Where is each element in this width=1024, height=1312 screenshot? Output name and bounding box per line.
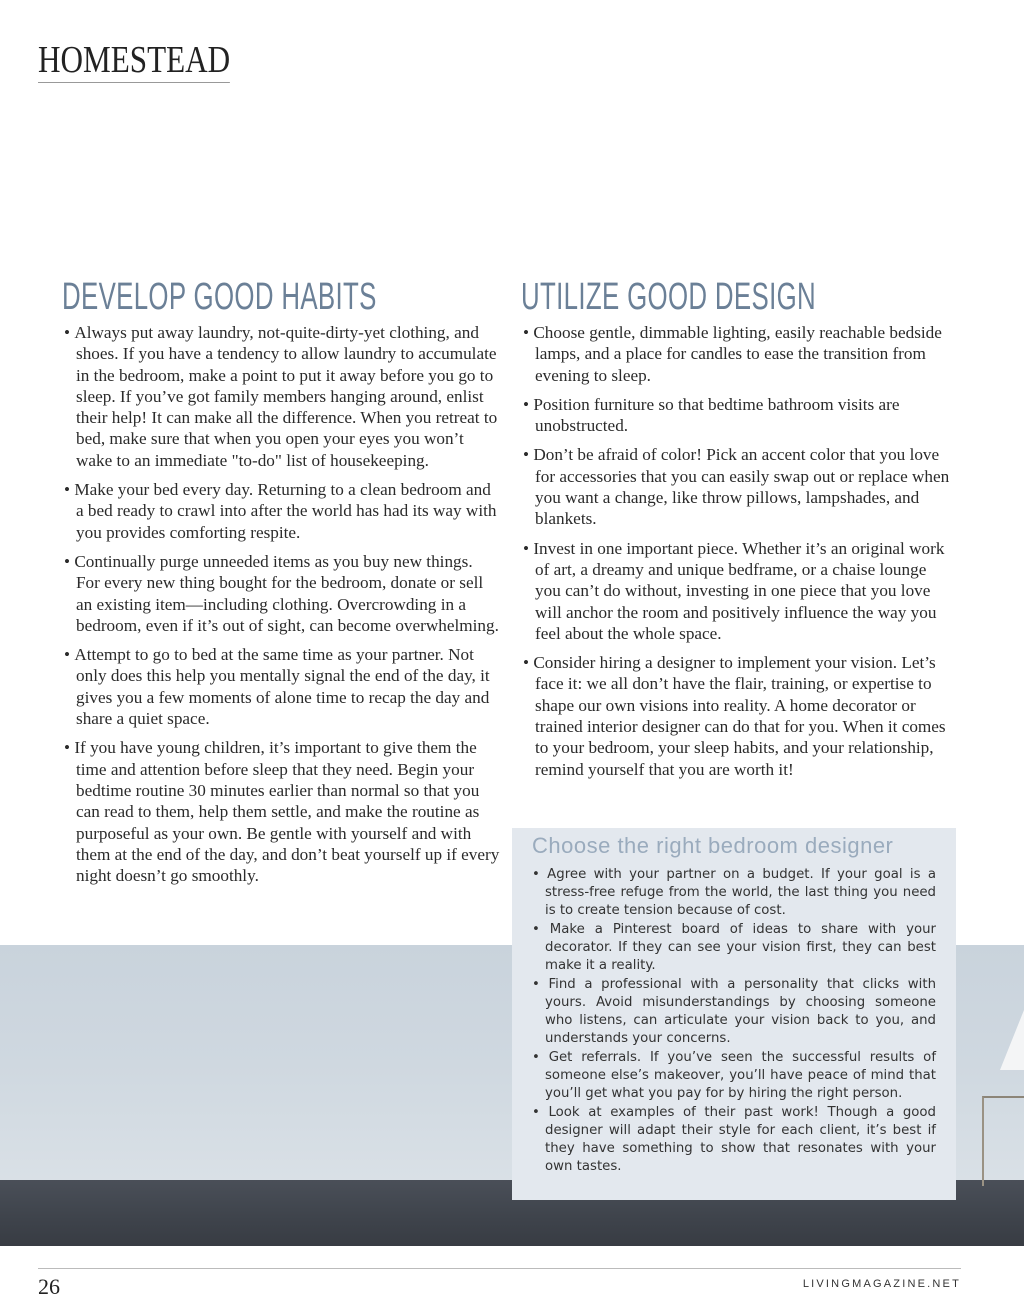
left-heading: DEVELOP GOOD HABITS (62, 276, 377, 318)
right-heading: UTILIZE GOOD DESIGN (521, 276, 817, 318)
list-item: • Make a Pinterest board of ideas to share with your decorator. If they can see your vision first, they can best make it a reality. (532, 921, 936, 975)
site-url: LIVINGMAGAZINE.NET (802, 1278, 961, 1290)
list-item: • Continually purge unneeded items as you buy new things. For every new thing bought for the bedroom, donate or sell an existing item—including clothing. Overcrowding in a bedroom, even if it’s out of sight, can become overwhelming. (62, 551, 500, 636)
list-item: • Position furniture so that bedtime bathroom visits are unobstructed. (521, 394, 956, 437)
right-list (521, 322, 956, 780)
list-item: • Always put away laundry, not-quite-dirty-yet clothing, and shoes. If you have a tendency to allow laundry to accumulate in the bedroom, make a point to put it away before you go to sleep. If you’ve got family members hanging around, enlist their help! It can make all the difference. When you retreat to bed, make sure that when you open your eyes you won’t wake to an immediate "to-do" list of housekeeping. (62, 322, 500, 471)
sidebar-list (532, 866, 936, 1176)
list-item: • Attempt to go to bed at the same time as your partner. Not only does this help you mentally signal the end of the day, it gives you a few moments of alone time to recap the day and share a quiet space. (62, 644, 500, 729)
left-column (62, 278, 500, 894)
footer-divider (38, 1268, 961, 1269)
side-table-image (982, 1096, 1024, 1186)
section-masthead: HOMESTEAD (38, 39, 231, 81)
page-number: 26 (38, 1274, 60, 1299)
list-item: • Agree with your partner on a budget. If your goal is a stress-free refuge from the world, the last thing you need is to create tension because of cost. (532, 866, 936, 920)
left-list (62, 322, 500, 886)
list-item: • Choose gentle, dimmable lighting, easily reachable bedside lamps, and a place for candles to ease the transition from evening to sleep. (521, 322, 956, 386)
lamp-shade-image (1000, 1010, 1024, 1070)
list-item: • Find a professional with a personality that clicks with yours. Avoid misunderstandings by choosing someone who listens, can articulate your vision back to you, and understands your concerns. (532, 976, 936, 1048)
list-item: • Look at examples of their past work! Though a good designer will adapt their style for each client, it’s best if they have something to show that resonates with your own tastes. (532, 1104, 936, 1176)
list-item: • Invest in one important piece. Whether it’s an original work of art, a dreamy and unique bedframe, or a chaise lounge you can’t do without, investing in one piece that you love will anchor the room and positively influence the way you feel about the whole space. (521, 538, 956, 644)
list-item: • Consider hiring a designer to implement your vision. Let’s face it: we all don’t have the flair, training, or expertise to shape our own visions into reality. A home decorator or trained interior designer can do that for you. When it comes to your bedroom, your sleep habits, and your relationship, remind yourself that you are worth it! (521, 652, 956, 780)
list-item: • Make your bed every day. Returning to a clean bedroom and a bed ready to crawl into after the world has had its way with you provides comforting respite. (62, 479, 500, 543)
designer-sidebar-box (512, 828, 956, 1200)
list-item: • Get referrals. If you’ve seen the successful results of someone else’s makeover, you’ll have peace of mind that you’ll get what you pay for by hiring the right person. (532, 1049, 936, 1103)
sidebar-title: Choose the right bedroom designer (532, 833, 894, 858)
list-item: • If you have young children, it’s important to give them the time and attention before sleep that they need. Begin your bedtime routine 30 minutes earlier than normal so that you can read to them, help them settle, and make the routine as purposeful as your own. Be gentle with yourself and with them at the end of the day, and don’t beat yourself up if every night doesn’t go smoothly. (62, 737, 500, 886)
list-item: • Don’t be afraid of color! Pick an accent color that you love for accessories that you can easily swap out or replace when you want a change, like throw pillows, lampshades, and blankets. (521, 444, 956, 529)
right-column (521, 278, 956, 788)
